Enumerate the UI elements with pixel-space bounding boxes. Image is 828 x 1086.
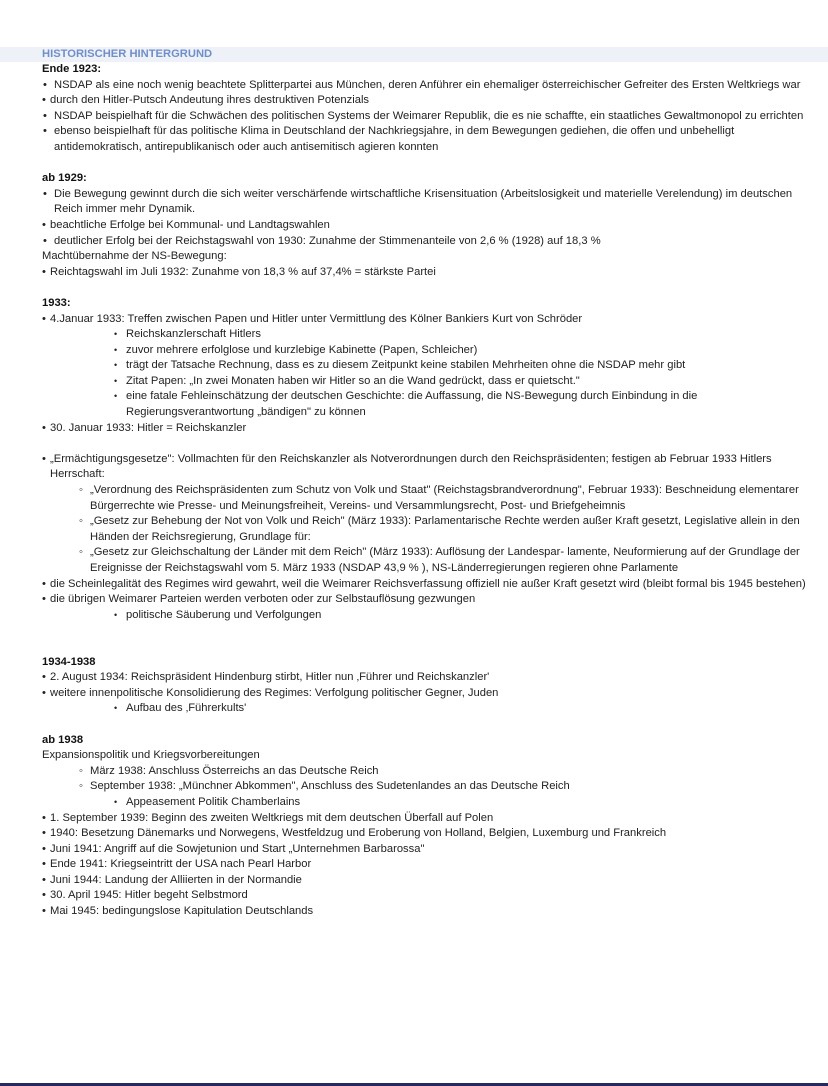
law-list-item: ◦ „Gesetz zur Behebung der Not von Volk und Reich" (März 1933): Parlamentarische Rechte werden außer Kraft gesetzt, Legislative allein in den Händen der Reichsregierung, Grundlage für: <box>42 514 818 545</box>
list-item: • Mai 1945: bedingungslose Kapitulation Deutschlands <box>42 904 818 920</box>
document-page <box>42 47 818 920</box>
list-item: • ebenso beispielhaft für das politische Klima in Deutschland der Nachkriegsjahre, in dem Bewegungen gediehen, die offen und unbehelligt antidemokratisch, antirepublikanisch oder auch antisemitisch agieren konnten <box>42 124 818 155</box>
sub-list-item: • zuvor mehrere erfolglose und kurzlebige Kabinette (Papen, Schleicher) <box>42 343 818 359</box>
sub-list-item: • politische Säuberung und Verfolgungen <box>42 608 818 624</box>
list-item: • NSDAP beispielhaft für die Schwächen des politischen Systems der Weimarer Republik, die es nie schaffte, ein staatliches Gewaltmonopol zu errichten <box>42 109 818 125</box>
list-item: • 1. September 1939: Beginn des zweiten Weltkriegs mit dem deutschen Überfall auf Polen <box>42 811 818 827</box>
list-item: • 2. August 1934: Reichspräsident Hindenburg stirbt, Hitler nun ‚Führer und Reichskanzler' <box>42 670 818 686</box>
list-item: • deutlicher Erfolg bei der Reichstagswahl von 1930: Zunahme der Stimmenanteile von 2,6 % (1928) auf 18,3 % <box>42 234 818 250</box>
list-item: • Ende 1941: Kriegseintritt der USA nach Pearl Harbor <box>42 857 818 873</box>
plain-text: Machtübernahme der NS-Bewegung: <box>42 250 227 263</box>
list-item: • beachtliche Erfolge bei Kommunal- und Landtagswahlen <box>42 218 818 234</box>
law-list-item: ◦ „Verordnung des Reichspräsidenten zum Schutz von Volk und Staat" (Reichstagsbrandverordnung", Februar 1933): Beschneidung elementarer Bürgerrechte wie Presse- und Meinungsfreiheit, Vereins- und Versammlungsrecht, Post- und Briefgeheimnis <box>42 483 818 514</box>
sub-sub-list-item: • Appeasement Politik Chamberlains <box>42 795 818 811</box>
list-item: • NSDAP als eine noch wenig beachtete Splitterpartei aus München, deren Anführer ein ehemaliger österreichischer Gefreiter des Ersten Weltkriegs war <box>42 78 818 94</box>
list-item: • Reichtagswahl im Juli 1932: Zunahme von 18,3 % auf 37,4% = stärkste Partei <box>42 265 818 281</box>
list-item: • die übrigen Weimarer Parteien werden verboten oder zur Selbstauflösung gezwungen <box>42 592 818 608</box>
law-list-item: ◦ „Gesetz zur Gleichschaltung der Länder mit dem Reich" (März 1933): Auflösung der Landespar- lamente, Neuformierung auf der Grundlage der Ereignisse der Reichstagswahl vom 5. März 1933 (NSDAP 43,9 % ), NS-Länderregierungen regieren ohne Parlamente <box>42 545 818 576</box>
sub-list-item: ◦ September 1938: „Münchner Abkommen", Anschluss des Sudetenlandes an das Deutsche Reich <box>42 779 818 795</box>
page-title: HISTORISCHER HINTERGRUND <box>42 48 213 60</box>
plain-text: Expansionspolitik und Kriegsvorbereitungen <box>42 749 260 762</box>
section-heading-1938: ab 1938 <box>42 733 84 746</box>
list-item: • „Ermächtigungsgesetze": Vollmachten für den Reichskanzler als Notverordnungen durch den Reichspräsidenten; festigen ab Februar 1933 Hitlers Herrschaft: <box>42 452 818 483</box>
section-heading-1923: Ende 1923: <box>42 63 102 75</box>
list-item: • Die Bewegung gewinnt durch die sich weiter verschärfende wirtschaftliche Krisensituation (Arbeitslosigkeit und materielle Verelendung) im deutschen Reich immer mehr Dynamik. <box>42 187 818 218</box>
sub-list-item: • Aufbau des ‚Führerkults' <box>42 701 818 717</box>
section-heading-1934-1938: 1934-1938 <box>42 655 96 668</box>
list-item: • 1940: Besetzung Dänemarks und Norwegens, Westfeldzug und Eroberung von Holland, Belgien, Luxemburg und Frankreich <box>42 826 818 842</box>
section-heading-1933: 1933: <box>42 296 71 309</box>
sub-list-item: ◦ März 1938: Anschluss Österreichs an das Deutsche Reich <box>42 764 818 780</box>
list-item: • 30. April 1945: Hitler begeht Selbstmord <box>42 888 818 904</box>
list-item: • 30. Januar 1933: Hitler = Reichskanzler <box>42 421 818 437</box>
sub-list-item: • trägt der Tatsache Rechnung, dass es zu diesem Zeitpunkt keine stabilen Mehrheiten ohne die NSDAP mehr gibt <box>42 358 818 374</box>
list-item: • Juni 1941: Angriff auf die Sowjetunion und Start „Unternehmen Barbarossa" <box>42 842 818 858</box>
sub-list-item: • eine fatale Fehleinschätzung der deutschen Geschichte: die Auffassung, die NS-Bewegung durch Einbindung in die Regierungsverantwortung „bändigen" zu können <box>42 389 818 420</box>
list-item: • die Scheinlegalität des Regimes wird gewahrt, weil die Weimarer Reichsverfassung offiziell nie außer Kraft gesetzt wird (bleibt formal bis 1945 bestehen) <box>42 577 818 593</box>
list-item: • weitere innenpolitische Konsolidierung des Regimes: Verfolgung politischer Gegner, Juden <box>42 686 818 702</box>
list-item: • durch den Hitler-Putsch Andeutung ihres destruktiven Potenzials <box>42 93 818 109</box>
section-heading-1929: ab 1929: <box>42 172 87 185</box>
list-item: • Juni 1944: Landung der Alliierten in der Normandie <box>42 873 818 889</box>
sub-list-item: • Reichskanzlerschaft Hitlers <box>42 327 818 343</box>
list-item: • 4.Januar 1933: Treffen zwischen Papen und Hitler unter Vermittlung des Kölner Bankiers Kurt von Schröder <box>42 312 818 328</box>
sub-list-item: • Zitat Papen: „In zwei Monaten haben wir Hitler so an die Wand gedrückt, dass er quietscht." <box>42 374 818 390</box>
